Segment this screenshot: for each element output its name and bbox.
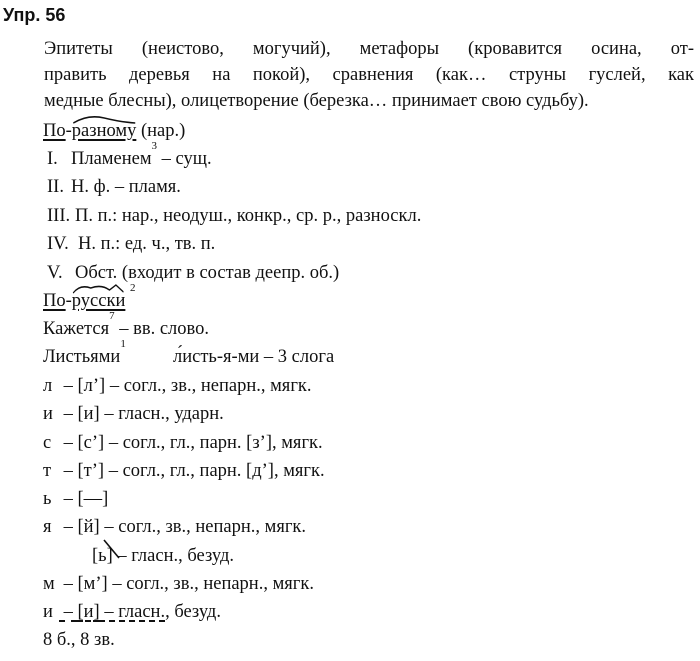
parse-line-1: I. Пламенем$^3$ – сущ. (47, 140, 212, 169)
phonetic-row-2: и – [и] – гласн., ударн. (43, 404, 224, 424)
paragraph-line-1: Эпитеты (неистово, могучий), метафоры (кровавится осина, от- (44, 39, 694, 59)
word-parse-header-2: По- русски $^2$ (43, 282, 136, 311)
phonetic-row-4: т – [т’] – согл., гл., парн. [д’], мягк. (43, 461, 325, 481)
phonetic-row-7: [ь] – гласн., безуд. (92, 546, 234, 566)
phonetic-row-8: м – [м’] – согл., зв., непарн., мягк. (43, 574, 315, 594)
parse-line-3: III. П. п.: нар., неодуш., конкр., ср. р., разноскл. (47, 206, 422, 226)
introductory-word-line: Кажется$^7$ – вв. слово. (43, 310, 209, 339)
phonetic-row-9: и – [и] – гласн., безуд. (43, 602, 221, 622)
parse-line-2: II. Н. ф. – пламя. (47, 177, 181, 197)
phonetic-row-6: я – [й] – согл., зв., непарн., мягк. (43, 517, 307, 537)
phonetic-row-5: ь – [—] (43, 489, 109, 509)
root-arc-mark-2 (72, 284, 126, 294)
prefix-po-2: По (43, 291, 66, 311)
exercise-title: Упр. 56 (3, 5, 66, 25)
root-arc-mark (72, 114, 137, 124)
root-suffix-part-2: русски (72, 290, 126, 312)
root-suffix-part: разному (72, 120, 137, 142)
phonetic-header: Листьями$^1$л́исть-я-ми – 3 слога (43, 338, 335, 367)
parse-line-5: V. Обст. (входит в состав деепр. об.) (47, 263, 340, 283)
phonetic-row-3: с – [с’] – согл., гл., парн. [з’], мягк. (43, 433, 323, 453)
word-parse-header-1: По- разному (нар.) (43, 120, 185, 142)
part-of-speech-note: (нар.) (136, 121, 186, 141)
final-row-underlined: и – [и] – гласн. (43, 602, 166, 622)
phonetic-row-1: л – [л’] – согл., зв., непарн., мягк. (43, 376, 312, 396)
parse-line-4: IV. Н. п.: ед. ч., тв. п. (47, 234, 216, 254)
prefix-po: По (43, 121, 66, 141)
phonetic-total: 8 б., 8 зв. (43, 630, 115, 650)
paragraph-line-3: медные блесны), олицетворение (березка… принимает свою судьбу). (44, 91, 589, 111)
paragraph-line-2: править деревья на покой), сравнения (как… струны гуслей, как (44, 65, 694, 85)
